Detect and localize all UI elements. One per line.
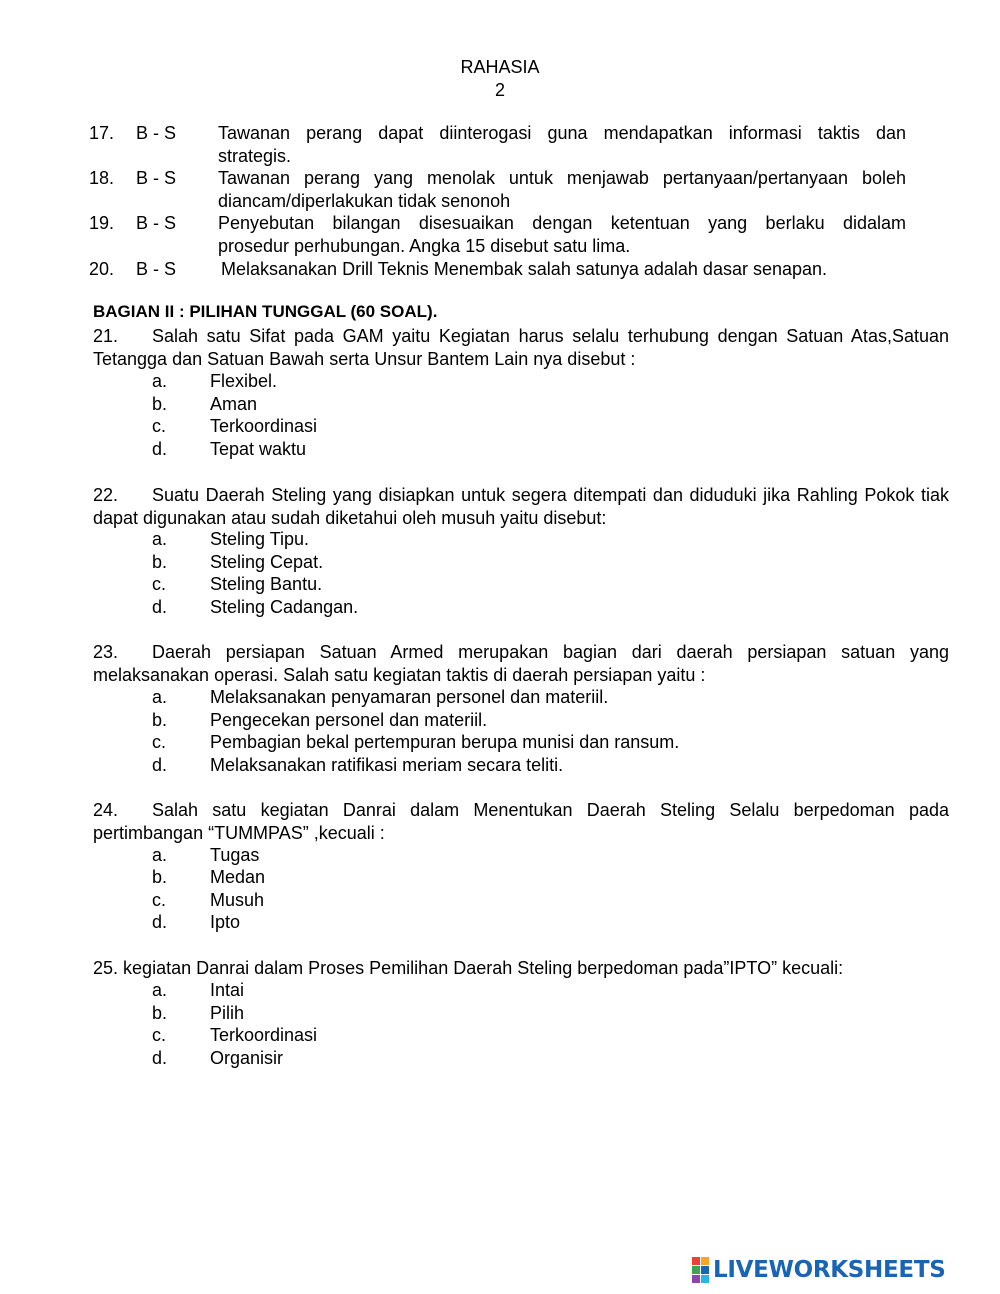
option-text: Organisir — [210, 1048, 284, 1068]
question-number: 25. — [93, 958, 119, 978]
option-text: Melaksanakan ratifikasi meriam secara teliti. — [210, 755, 564, 775]
tf-choice[interactable]: B - S — [136, 213, 177, 233]
option-label: b. — [152, 867, 168, 887]
option-text: Steling Cepat. — [210, 552, 324, 572]
question-text: Salah satu Sifat pada GAM yaitu Kegiatan harus selalu terhubung dengan Satuan Atas,Satuan Tetangga dan Satuan Bawah serta Unsur Bantem Lain nya disebut : — [93, 326, 949, 369]
option-text: Terkoordinasi — [210, 416, 318, 436]
option-text: Pembagian bekal pertempuran berupa munisi dan ransum. — [210, 732, 680, 752]
question-23 — [93, 641, 949, 686]
option-text: Medan — [210, 867, 266, 887]
question-number: 22. — [93, 485, 119, 505]
option-text: Musuh — [210, 890, 265, 910]
option-label: d. — [152, 1048, 168, 1068]
option-label: b. — [152, 394, 168, 414]
logo-mark-icon — [692, 1257, 709, 1283]
option-text: Melaksanakan penyamaran personel dan materiil. — [210, 687, 609, 707]
tf-choice[interactable]: B - S — [136, 123, 177, 143]
option-label: a. — [152, 980, 168, 1000]
option-label: a. — [152, 687, 168, 707]
tf-number: 18. — [88, 168, 114, 188]
option-label: d. — [152, 597, 168, 617]
option-text: Steling Tipu. — [210, 529, 310, 549]
tf-line: strategis. — [218, 145, 292, 166]
tf-number: 17. — [88, 123, 114, 143]
option-text: Flexibel. — [210, 371, 278, 391]
tf-statement — [218, 167, 906, 212]
tf-choice[interactable]: B - S — [136, 168, 177, 188]
tf-statement — [218, 212, 906, 257]
option-label: c. — [152, 890, 167, 910]
question-text: Salah satu kegiatan Danrai dalam Menentukan Daerah Steling Selalu berpedoman pada pertimbangan “TUMMPAS” ,kecuali : — [93, 800, 949, 843]
question-text: kegiatan Danrai dalam Proses Pemilihan Daerah Steling berpedoman pada”IPTO” kecuali: — [123, 958, 844, 978]
question-text: Suatu Daerah Steling yang disiapkan untuk segera ditempati dan diduduki jika Rahling Pokok tiak dapat digunakan atau sudah diketahui oleh musuh yaitu disebut: — [93, 485, 949, 528]
question-number: 21. — [93, 326, 119, 346]
option-text: Tepat waktu — [210, 439, 307, 459]
tf-statement — [221, 258, 909, 281]
tf-line: diancam/diperlakukan tidak senonoh — [218, 190, 511, 211]
classification-label: RAHASIA — [460, 57, 540, 77]
tf-number: 19. — [88, 213, 114, 233]
question-24 — [93, 799, 949, 844]
option-text: Steling Bantu. — [210, 574, 323, 594]
logo-wordmark: LIVEWORKSHEETS — [713, 1257, 946, 1283]
option-label: c. — [152, 1025, 167, 1045]
option-label: a. — [152, 845, 168, 865]
option-label: b. — [152, 552, 168, 572]
tf-line: Tawanan perang yang menolak untuk menjawab pertanyaan/pertanyaan boleh — [218, 168, 906, 188]
option-label: b. — [152, 1003, 168, 1023]
liveworksheets-logo[interactable] — [692, 1256, 945, 1284]
question-25 — [93, 957, 949, 980]
option-text: Ipto — [210, 912, 241, 932]
tf-statement — [218, 122, 906, 167]
question-22 — [93, 484, 949, 529]
option-text: Pengecekan personel dan materiil. — [210, 710, 488, 730]
option-label: a. — [152, 529, 168, 549]
option-label: d. — [152, 755, 168, 775]
tf-line: Melaksanakan Drill Teknis Menembak salah satunya adalah dasar senapan. — [221, 259, 828, 279]
tf-line: prosedur perhubungan. Angka 15 disebut satu lima. — [218, 235, 631, 256]
tf-line: Tawanan perang dapat diinterogasi guna mendapatkan informasi taktis dan — [218, 123, 906, 143]
option-label: c. — [152, 416, 167, 436]
tf-number: 20. — [88, 259, 114, 279]
page-number: 2 — [494, 80, 505, 100]
question-number: 24. — [93, 800, 119, 820]
option-text: Aman — [210, 394, 258, 414]
option-label: c. — [152, 574, 167, 594]
option-text: Steling Cadangan. — [210, 597, 359, 617]
option-text: Intai — [210, 980, 245, 1000]
option-text: Terkoordinasi — [210, 1025, 318, 1045]
question-number: 23. — [93, 642, 119, 662]
option-text: Pilih — [210, 1003, 245, 1023]
question-21 — [93, 325, 949, 370]
tf-choice[interactable]: B - S — [136, 259, 177, 279]
option-text: Tugas — [210, 845, 260, 865]
question-text: Daerah persiapan Satuan Armed merupakan bagian dari daerah persiapan satuan yang melaksanakan operasi. Salah satu kegiatan taktis di daerah persiapan yaitu : — [93, 642, 949, 685]
option-label: c. — [152, 732, 167, 752]
option-label: d. — [152, 912, 168, 932]
option-label: d. — [152, 439, 168, 459]
tf-line: Penyebutan bilangan disesuaikan dengan ketentuan yang berlaku didalam — [218, 213, 906, 233]
option-label: b. — [152, 710, 168, 730]
option-label: a. — [152, 371, 168, 391]
section-title: BAGIAN II : PILIHAN TUNGGAL (60 SOAL). — [93, 302, 438, 321]
